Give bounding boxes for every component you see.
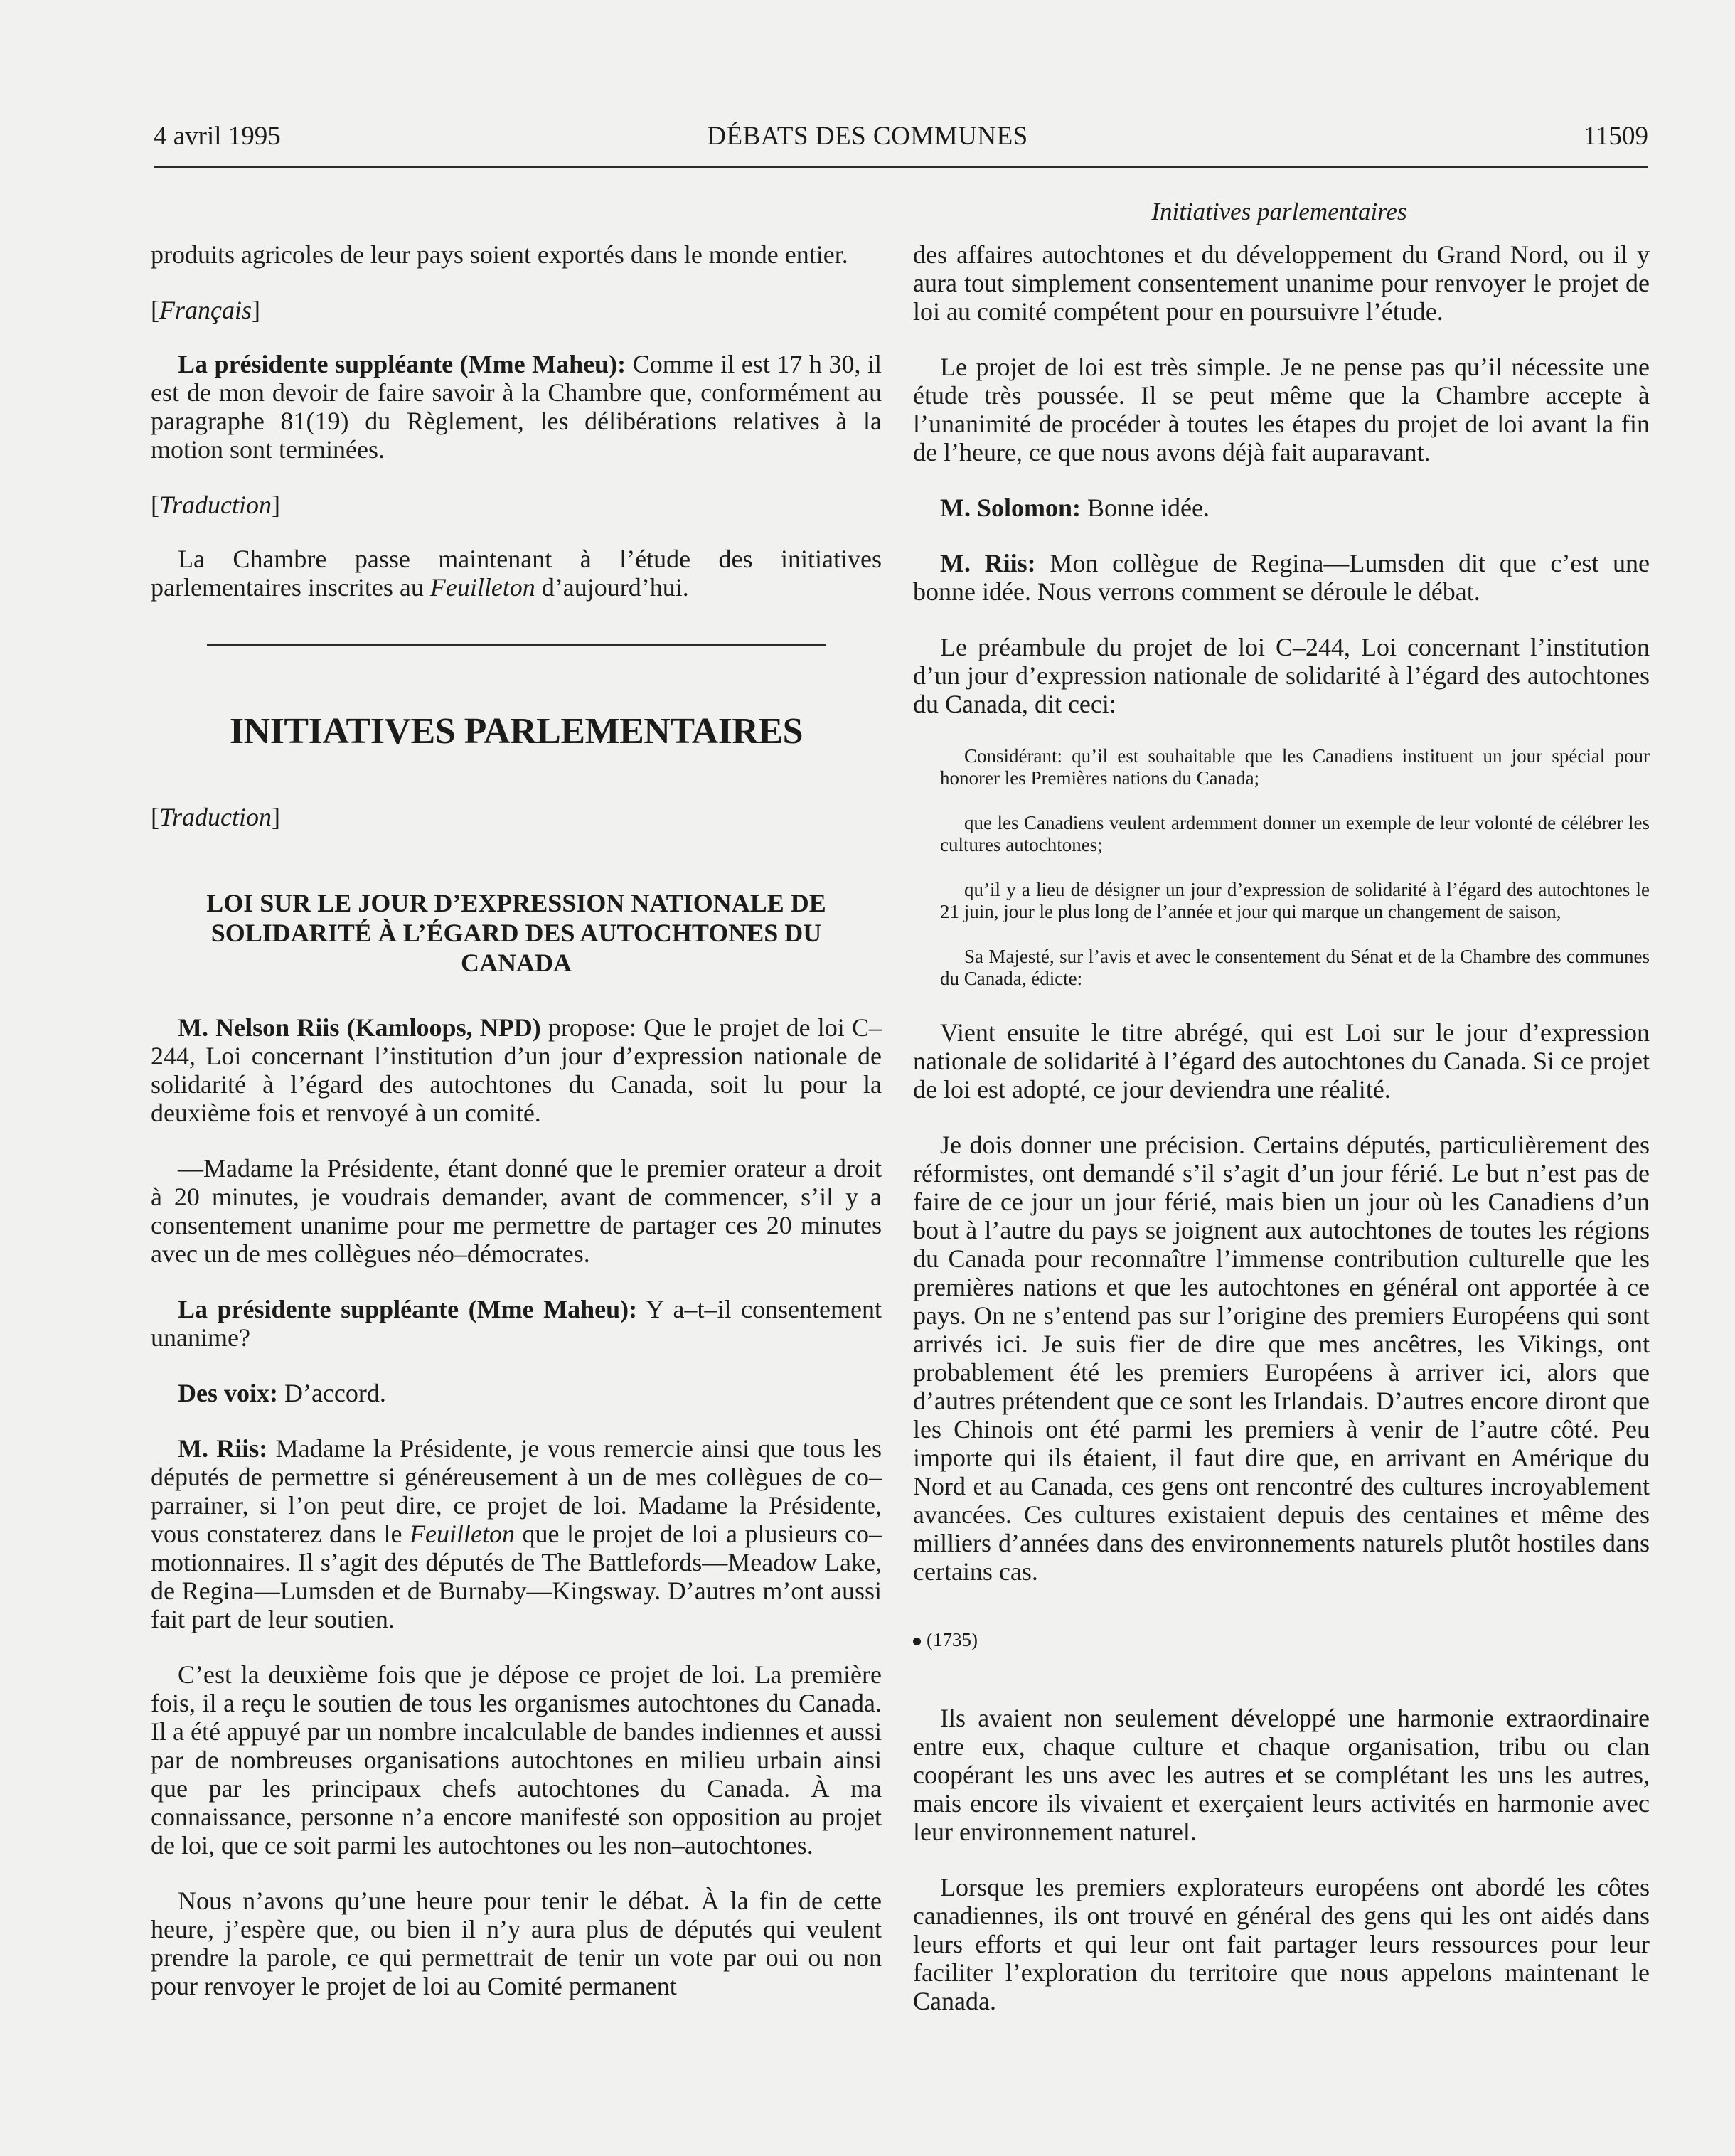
speech xyxy=(151,1434,882,1633)
italic-text: Feuilleton xyxy=(429,573,535,602)
section-divider xyxy=(207,644,826,646)
paragraph: Le préambule du projet de loi C–244, Loi concernant l’institution d’un jour d’expression nationale de solidarité à l’égard des autochtones du Canada, dit ceci: xyxy=(913,633,1650,718)
language-note: [Traduction] xyxy=(151,491,281,519)
section-title: Initiatives parlementaires xyxy=(1151,198,1407,225)
paragraph: Lorsque les premiers explorateurs européens ont abordé les côtes canadiennes, ils ont trouvé en général des gens qui les ont aidés dans leurs efforts et qui leur ont fait partager leurs ressources pour leur faciliter l’exploration du territoire que nous appelons maintenant le Canada. xyxy=(913,1873,1650,2015)
time-stamp xyxy=(913,1628,1650,1651)
language-note: [Français] xyxy=(151,296,260,324)
text-run: La Chambre passe maintenant à l’étude des initiatives parlementaires inscrites au xyxy=(151,545,882,602)
speech-text: Y a–t–il consentement unanime? xyxy=(151,1295,882,1352)
paragraph: Nous n’avons qu’une heure pour tenir le débat. À la fin de cette heure, j’espère que, ou bien il n’y aura plus de députés qui veulent prendre la parole, ce qui permettrait de tenir un vote par oui ou non pour renvoyer le projet de loi au Comité permanent xyxy=(151,1886,882,2000)
speech xyxy=(151,1295,882,1352)
paragraph: Ils avaient non seulement développé une harmonie extraordinaire entre eux, chaque culture et chaque organisation, tribu ou clan coopérant les uns avec les autres et se complétant les uns les autres, mais encore ils vivaient et exerçaient leurs activités en harmonie avec leur environnement naturel. xyxy=(913,1704,1650,1846)
speech-text: propose: Que le projet de loi C–244, Loi concernant l’institution d’un jour d’expression nationale de solidarité à l’égard des autochtones du Canada, soit lu pour la deuxième fois et renvoyé à un comité. xyxy=(151,1013,882,1127)
left-column xyxy=(151,240,882,2027)
text-run: d’aujourd’hui. xyxy=(535,573,689,602)
paragraph xyxy=(151,545,882,602)
speech-text: Mon collègue de Regina—Lumsden dit que c’est une bonne idée. Nous verrons comment se déroule le débat. xyxy=(913,549,1650,606)
paragraph: —Madame la Présidente, étant donné que le premier orateur a droit à 20 minutes, je voudrais demander, avant de commencer, s’il y a consentement unanime pour me permettre de partager ces 20 minutes avec un de mes collègues néo–démocrates. xyxy=(151,1154,882,1268)
paragraph: Vient ensuite le titre abrégé, qui est Loi sur le jour d’expression nationale de solidarité à l’égard des autochtones du Canada. Si ce projet de loi est adopté, ce jour deviendra une réalité. xyxy=(913,1018,1650,1104)
speech xyxy=(151,350,882,464)
speech-text: D’accord. xyxy=(277,1379,386,1407)
preamble-clause: que les Canadiens veulent ardemment donner un exemple de leur volonté de célébrer les cultures autochtones; xyxy=(940,812,1650,855)
time-stamp-text: (1735) xyxy=(927,1629,978,1650)
preamble-clause: qu’il y a lieu de désigner un jour d’expression de solidarité à l’égard des autochtones le 21 juin, jour le plus long de l’année et jour qui marque un changement de saison, xyxy=(940,879,1650,922)
speech-text: Comme il est 17 h 30, il est de mon devoir de faire savoir à la Chambre que, conformément au paragraphe 81(19) du Règlement, les délibérations relatives à la motion sont terminées. xyxy=(151,350,882,464)
paragraph: Je dois donner une précision. Certains députés, particulièrement des réformistes, ont demandé s’il s’agit d’un jour férié. Le but n’est pas de faire de ce jour un jour férié, mais bien un jour où les Canadiens d’un bout à l’autre du pays se joignent aux autochtones de toutes les régions du Canada pour reconnaître l’immense contribution culturelle que les premières nations et que les autochtones en général ont apportée à ce pays. On ne s’entend pas sur l’origine des premiers Européens qui sont arrivés ici. Je suis fier de dire que mes ancêtres, les Vikings, ont probablement été les premiers Européens à arriver ici, alors que d’autres prétendent que ce sont les Irlandais. D’autres encore diront que les Chinois ont été parmi les premiers à venir de l’autre côté. Peu importe qui ils étaient, il faut dire que, en arrivant en Amérique du Nord et au Canada, ces gens ont rencontré des cultures incroyablement avancées. Ces cultures existaient depuis des centaines et même des milliers d’années dans des environnements naturels plutôt hostiles dans certains cas. xyxy=(913,1131,1650,1586)
preamble-clause: Sa Majesté, sur l’avis et avec le consentement du Sénat et de la Chambre des communes du Canada, édicte: xyxy=(940,946,1650,989)
italic-text: Feuilleton xyxy=(409,1520,515,1548)
speaker: M. Riis: xyxy=(940,549,1036,577)
speech-text: Madame la Présidente, je vous remercie ainsi que tous les députés de permettre si généreusement à un de mes collègues de co–parrainer, si l’on peut dire, ce projet de loi. Madame la Présidente, vous constaterez dans le xyxy=(151,1434,882,1548)
bullet-icon xyxy=(913,1638,921,1645)
preamble-clause: Considérant: qu’il est souhaitable que les Canadiens instituent un jour spécial pour honorer les Premières nations du Canada; xyxy=(940,745,1650,789)
paragraph: C’est la deuxième fois que je dépose ce projet de loi. La première fois, il a reçu le soutien de tous les organismes autochtones du Canada. Il a été appuyé par un nombre incalculable de bandes indiennes et aussi par de nombreuses organisations autochtones en milieu urbain ainsi que par les principaux chefs autochtones du Canada. À ma connaissance, personne n’a encore manifesté son opposition au projet de loi, que ce soit parmi les autochtones ou les non–autochtones. xyxy=(151,1660,882,1859)
right-column xyxy=(913,240,1650,2042)
section-heading: INITIATIVES PARLEMENTAIRES xyxy=(229,711,804,752)
language-label: Français xyxy=(159,296,252,324)
speech-text: Bonne idée. xyxy=(1081,493,1210,522)
speaker: M. Riis: xyxy=(178,1434,268,1463)
paragraph: des affaires autochtones et du développement du Grand Nord, ou il y aura tout simplement consentement unanime pour renvoyer le projet de loi au comité compétent pour en poursuivre l’étude. xyxy=(913,240,1650,326)
speech-text: que le projet de loi a plusieurs co–motionnaires. Il s’agit des députés de The Battlefords—Meadow Lake, de Regina—Lumsden et de Burnaby—Kingsway. D’autres m’ont aussi fait part de leur soutien. xyxy=(151,1520,882,1633)
speech xyxy=(913,549,1650,606)
speaker: M. Solomon: xyxy=(940,493,1081,522)
bill-preamble xyxy=(940,745,1650,990)
header-title: DÉBATS DES COMMUNES xyxy=(707,122,1028,151)
paragraph: produits agricoles de leur pays soient exportés dans le monde entier. xyxy=(151,240,848,269)
speaker: M. Nelson Riis (Kamloops, NPD) xyxy=(178,1013,541,1042)
header-date: 4 avril 1995 xyxy=(154,122,281,151)
speech xyxy=(913,493,1650,522)
language-label: Traduction xyxy=(159,491,272,519)
header-rule xyxy=(154,166,1648,168)
speech xyxy=(151,1013,882,1127)
speaker: La présidente suppléante (Mme Maheu): xyxy=(178,350,626,378)
language-label: Traduction xyxy=(159,803,272,831)
speaker: Des voix: xyxy=(178,1379,278,1407)
paragraph: Le projet de loi est très simple. Je ne pense pas qu’il nécessite une étude très poussée. Il se peut même que la Chambre accepte à l’unanimité de procéder à toutes les étapes du projet de loi avant la fin de l’heure, ce que nous avons déjà fait auparavant. xyxy=(913,353,1650,466)
language-note: [Traduction] xyxy=(151,803,281,831)
bill-title: LOI SUR LE JOUR D’EXPRESSION NATIONALE DE SOLIDARITÉ À L’ÉGARD DES AUTOCHTONES DU CANADA xyxy=(206,889,826,977)
speaker: La présidente suppléante (Mme Maheu): xyxy=(178,1295,638,1323)
speech xyxy=(151,1379,882,1407)
header-page-number: 11509 xyxy=(1583,122,1648,151)
